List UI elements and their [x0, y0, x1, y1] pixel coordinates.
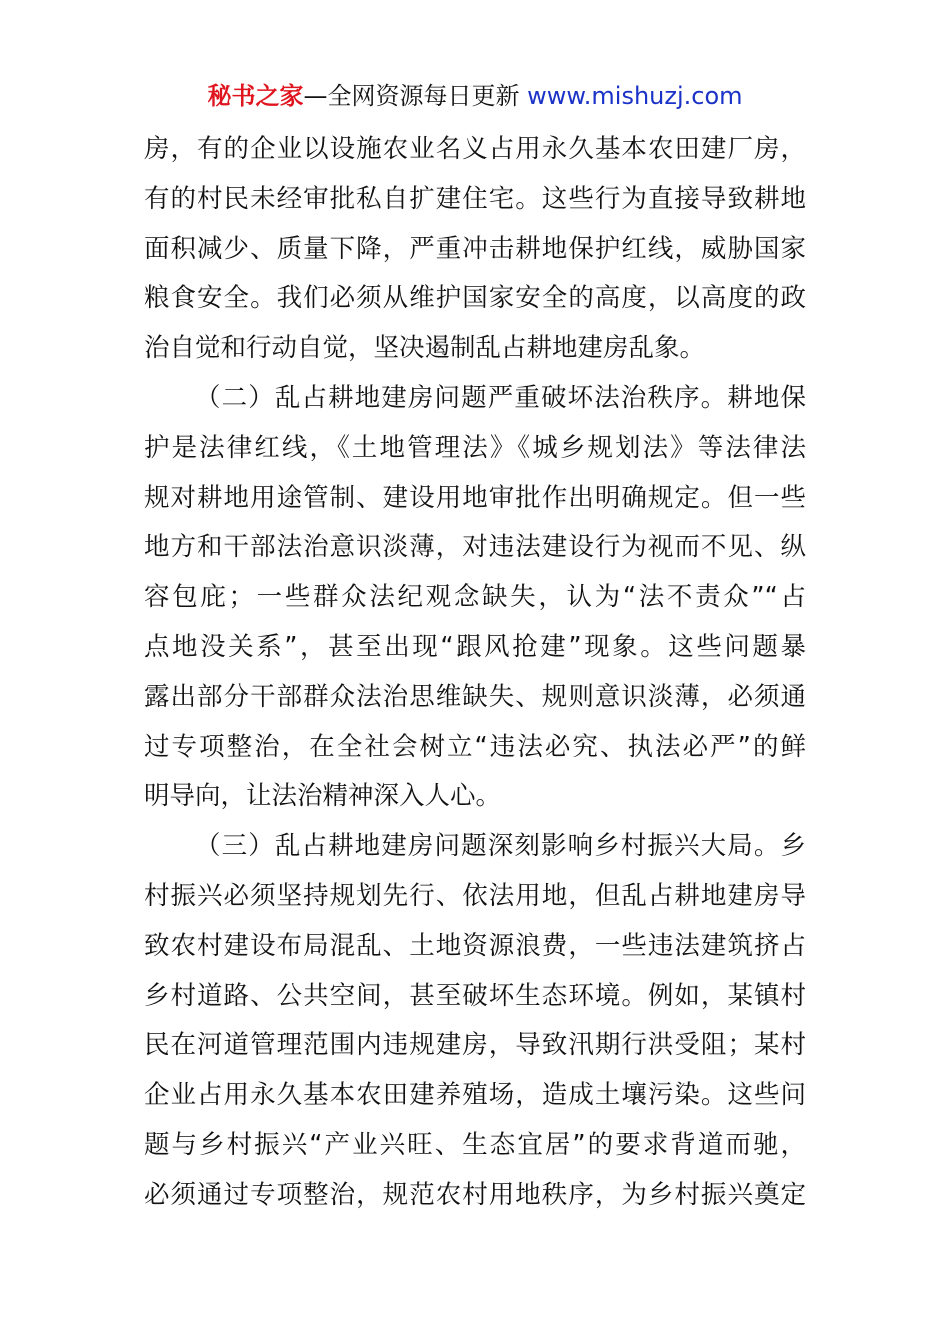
text-line: 企业占用永久基本农田建养殖场，造成土壤污染。这些问 — [144, 1080, 806, 1111]
text-line: 有的村民未经审批私自扩建住宅。这些行为直接导致耕地 — [144, 183, 806, 214]
text-line: 乡村道路、公共空间，甚至破坏生态环境。例如，某镇村 — [144, 980, 806, 1011]
text-line: 过专项整治，在全社会树立“违法必究、执法必严”的鲜 — [144, 731, 806, 762]
section-heading-line: （二）乱占耕地建房问题严重破坏法治秩序。耕地保 — [195, 382, 806, 413]
text-line: 容包庇；一些群众法纪观念缺失，认为“法不责众”“占 — [144, 582, 806, 613]
text-line: 致农村建设布局混乱、土地资源浪费，一些违法建筑挤占 — [144, 930, 806, 961]
text-line: 房，有的企业以设施农业名义占用永久基本农田建厂房， — [144, 134, 806, 164]
site-header — [0, 78, 950, 114]
brand-name: 秘书之家 — [207, 82, 304, 110]
section-heading-line: （三）乱占耕地建房问题深刻影响乡村振兴大局。乡 — [195, 831, 806, 862]
header-tagline: —全网资源每日更新 — [303, 82, 528, 110]
text-line: 必须通过专项整治，规范农村用地秩序，为乡村振兴奠定 — [144, 1179, 806, 1210]
document-body — [144, 125, 806, 1221]
text-line: 规对耕地用途管制、建设用地审批作出明确规定。但一些 — [144, 482, 806, 513]
text-line: 护是法律红线，《土地管理法》《城乡规划法》等法律法 — [144, 432, 806, 463]
text-line: 题与乡村振兴“产业兴旺、生态宜居”的要求背道而驰， — [144, 1129, 806, 1160]
site-url-link[interactable]: www.mishuzj.com — [527, 82, 743, 110]
text-line: 民在河道管理范围内违规建房，导致汛期行洪受阻；某村 — [144, 1030, 806, 1061]
text-line: 村振兴必须坚持规划先行、依法用地，但乱占耕地建房导 — [144, 880, 806, 911]
text-line: 粮食安全。我们必须从维护国家安全的高度，以高度的政 — [144, 283, 806, 314]
text-line: 面积减少、质量下降，严重冲击耕地保护红线，威胁国家 — [144, 233, 806, 264]
text-line: 明导向，让法治精神深入人心。 — [144, 781, 502, 812]
text-line: 治自觉和行动自觉，坚决遏制乱占耕地建房乱象。 — [144, 333, 706, 364]
text-line: 露出部分干部群众法治思维缺失、规则意识淡薄，必须通 — [144, 681, 806, 712]
text-line: 地方和干部法治意识淡薄，对违法建设行为视而不见、纵 — [144, 532, 806, 563]
text-line: 点地没关系”，甚至出现“跟风抢建”现象。这些问题暴 — [144, 631, 806, 662]
